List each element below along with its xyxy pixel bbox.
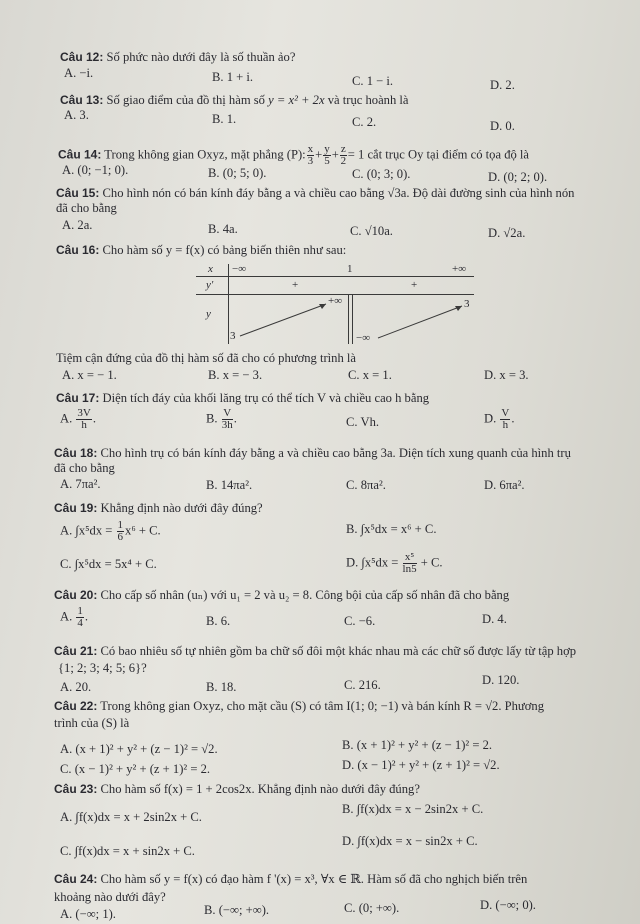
question-18 (54, 446, 571, 461)
question-15 (56, 186, 574, 201)
question-24-cont: khoảng nào dưới đây? (54, 890, 166, 904)
option-c: C. 2. (352, 115, 377, 129)
question-22 (54, 699, 544, 714)
option-b: B. 1. (212, 112, 237, 126)
question-label: Câu 20: (54, 588, 98, 602)
numerator: V (501, 407, 510, 419)
question-24 (54, 872, 527, 887)
question-13 (60, 93, 409, 108)
increasing-arrow (240, 304, 326, 336)
row-label-x: x (208, 263, 213, 275)
option-d: D. x = 3. (484, 368, 529, 382)
question-text: Khẳng định nào dưới đây đúng? (100, 501, 263, 515)
question-text: = 1 cắt trục Oy tại điểm có tọa độ là (347, 147, 530, 162)
question-text: Cho hàm số y = f(x) có bảng biến thiên như sau: (102, 243, 347, 257)
denominator: 4 (77, 617, 83, 629)
numerator: V (223, 407, 232, 419)
question-17 (56, 391, 429, 406)
question-12 (60, 50, 295, 65)
fraction (76, 408, 91, 431)
question-18-cont: đã cho bằng (54, 461, 115, 475)
option-letter: D. (484, 411, 497, 426)
option-c: C. −6. (344, 614, 376, 628)
denominator: 2 (340, 155, 347, 167)
option-d: D. ∫f(x)dx = x − sin2x + C. (342, 834, 478, 848)
denominator: h (81, 419, 87, 431)
option-b: B. ∫f(x)dx = x − 2sin2x + C. (342, 802, 484, 816)
expression: + C. (420, 555, 443, 570)
x-neg-inf: −∞ (232, 263, 247, 275)
option-d: D. 0. (490, 119, 515, 133)
option-b: B. (x + 1)² + y² + (z − 1)² = 2. (342, 738, 493, 752)
option-d: D. $\frac{V}{h}$ . (484, 407, 515, 431)
option-b: B. 4a. (208, 222, 238, 236)
denominator: 6 (117, 531, 124, 543)
option-b: B. (−∞; +∞). (204, 903, 270, 917)
option-d: D. (−∞; 0). (480, 898, 536, 912)
denominator: 3h (221, 419, 233, 431)
option-c: C. ∫f(x)dx = x + sin2x + C. (60, 844, 195, 858)
question-14: Câu 14: Trong không gian Oxyz, mặt phẳng (P): $\frac{x}{3}$ + $\frac{y}{5}$ + $\frac{z}{2}$ = 1 cắt trục Oy tại điểm có tọa độ là (58, 143, 530, 167)
fraction (222, 408, 233, 431)
option-d: D. √2a. (488, 226, 526, 240)
question-label: Câu 14: (58, 147, 102, 162)
question-23 (54, 782, 420, 797)
question-text: Có bao nhiêu số tự nhiên gồm ba chữ số đôi một khác nhau mà các chữ số được lấy từ tập hợp (100, 644, 577, 658)
option-a: A. (x + 1)² + y² + (z − 1)² = √2. (60, 742, 218, 756)
fraction (323, 144, 331, 167)
option-c: C. 1 − i. (352, 74, 394, 88)
formula: y = x² + 2x (268, 93, 325, 107)
option-a: A. x = − 1. (62, 368, 117, 382)
option-c: C. (0; +∞). (344, 901, 400, 915)
row-label-yprime: y' (206, 279, 214, 291)
y-bottom-left: 3 (230, 330, 236, 342)
question-label: Câu 21: (54, 644, 98, 658)
option-c: C. x = 1. (348, 368, 392, 382)
option-b: B. ∫x⁵dx = x⁶ + C. (346, 522, 437, 536)
option-d: D. (x − 1)² + y² + (z + 1)² = √2. (342, 758, 500, 772)
option-c: C. √10a. (350, 224, 393, 238)
option-b: B. (0; 5; 0). (208, 166, 267, 180)
denominator: h (502, 419, 509, 431)
numerator: 1 (117, 519, 124, 531)
sign-plus: + (292, 279, 299, 291)
option-d: D. 2. (490, 78, 515, 92)
fraction (500, 408, 510, 431)
question-label: Câu 15: (56, 186, 100, 200)
option-d: D. 4. (482, 612, 507, 626)
option-letter: D. (346, 555, 359, 570)
option-d: D. 120. (482, 673, 520, 687)
option-a (60, 520, 161, 543)
question-label: Câu 16: (56, 243, 100, 257)
option-d: D. (0; 2; 0). (488, 170, 548, 184)
question-label: Câu 13: (60, 93, 104, 107)
denominator: 5 (324, 155, 330, 167)
option-a: A. $\frac{1}{4}$ . (60, 605, 89, 629)
question-text: Cho hàm số f(x) = 1 + 2cos2x. Khẳng định nào dưới đây đúng? (100, 782, 420, 796)
question-label: Câu 24: (54, 872, 98, 886)
question-label: Câu 12: (60, 50, 104, 64)
integral: ∫x⁵dx = (75, 523, 113, 538)
option-c: C. Vh. (346, 415, 380, 429)
option-a: A. (−∞; 1). (60, 907, 116, 921)
option-c: C. ∫x⁵dx = 5x⁴ + C. (60, 557, 157, 571)
option-letter: A. (60, 523, 73, 538)
numerator: 3V (77, 407, 91, 419)
numerator: y (324, 143, 330, 155)
row-label-y: y (206, 308, 211, 320)
y-bottom-mid: −∞ (356, 332, 371, 344)
question-22-cont: trình của (S) là (54, 716, 130, 730)
option-letter: B. (206, 411, 218, 426)
option-a: A. (0; −1; 0). (62, 163, 129, 177)
option-letter: A. (60, 609, 73, 624)
fraction (403, 552, 417, 575)
denominator: 3 (307, 155, 314, 167)
question-text: Cho hàm số y = f(x) có đạo hàm f '(x) = x³, ∀x ∈ ℝ. Hàm số đã cho nghịch biến trên (100, 872, 528, 886)
question-text: Cho cấp số nhân (uₙ) với u₁ = 2 và u₂ = 8. Công bội của cấp số nhân đã cho bằng (100, 588, 510, 602)
option-a: A. 7πa². (60, 477, 101, 491)
question-16 (56, 243, 346, 258)
denominator: ln5 (402, 563, 417, 575)
option-b: B. 18. (206, 680, 237, 694)
variation-arrows (196, 264, 474, 344)
question-text: và trục hoành là (324, 93, 409, 107)
option-d: D. 6πa². (484, 478, 525, 492)
expression: x⁶ + C. (125, 523, 161, 538)
question-19 (54, 501, 263, 516)
y-top-right: 3 (464, 298, 470, 310)
option-b: B. 1 + i. (212, 70, 254, 84)
option-d (346, 552, 443, 575)
question-21-cont: {1; 2; 3; 4; 5; 6}? (58, 661, 147, 675)
question-label: Câu 19: (54, 501, 98, 515)
variation-table (196, 264, 474, 344)
option-a: A. 2a. (62, 218, 93, 232)
question-label: Câu 17: (56, 391, 100, 405)
numerator: x⁵ (403, 552, 417, 564)
increasing-arrow (378, 306, 462, 338)
fraction (117, 520, 125, 543)
numerator: 1 (77, 605, 83, 617)
option-c: C. (x − 1)² + y² + (z + 1)² = 2. (60, 762, 211, 776)
option-a: A. ∫f(x)dx = x + 2sin2x + C. (60, 810, 202, 824)
question-label: Câu 18: (54, 446, 98, 460)
option-a: A. −i. (64, 66, 94, 80)
option-a: A. 20. (60, 680, 92, 694)
question-text: Diện tích đáy của khối lăng trụ có thể tích V và chiều cao h bằng (102, 391, 430, 405)
sign-plus: + (411, 279, 418, 291)
option-c: C. 8πa². (346, 478, 386, 492)
option-letter: A. (60, 411, 73, 426)
option-a: A. 3. (64, 108, 89, 122)
question-text: Cho hình trụ có bán kính đáy bằng a và chiều cao bằng 3a. Diện tích xung quanh của hình trụ (100, 446, 571, 460)
question-21 (54, 644, 576, 659)
integral: ∫x⁵dx = (361, 555, 399, 570)
question-text: Trong không gian Oxyz, mặt phẳng (P): (104, 147, 306, 162)
numerator: z (340, 143, 346, 155)
question-16-cont: Tiệm cận đứng của đồ thị hàm số đã cho có phương trình là (56, 351, 357, 365)
fraction (340, 144, 347, 167)
option-b: B. 14πa². (206, 478, 253, 492)
question-label: Câu 22: (54, 699, 98, 713)
option-b: B. 6. (206, 614, 231, 628)
question-text: Cho hình nón có bán kính đáy bằng a và chiều cao bằng √3a. Độ dài đường sinh của hình nón (102, 186, 575, 200)
option-b: B. x = − 3. (208, 368, 263, 382)
x-one: 1 (347, 263, 353, 275)
question-text: Trong không gian Oxyz, cho mặt cầu (S) có tâm I(1; 0; −1) và bán kính R = √2. Phương (100, 699, 545, 713)
question-text: Số giao điểm của đồ thị hàm số (106, 93, 269, 107)
question-label: Câu 23: (54, 782, 98, 796)
question-20 (54, 588, 509, 603)
fraction (307, 144, 315, 167)
question-15-cont: đã cho bằng (56, 201, 117, 215)
numerator: x (307, 143, 314, 155)
option-b: B. $\frac{V}{3h}$ . (206, 407, 237, 431)
option-c: C. 216. (344, 678, 381, 692)
option-c: C. (0; 3; 0). (352, 167, 411, 181)
x-pos-inf: +∞ (452, 263, 467, 275)
question-text: Số phức nào dưới đây là số thuần ảo? (106, 50, 296, 64)
fraction (76, 606, 84, 629)
option-a: A. $\frac{3V}{h}$ . (60, 407, 97, 431)
y-top-mid: +∞ (328, 295, 343, 307)
